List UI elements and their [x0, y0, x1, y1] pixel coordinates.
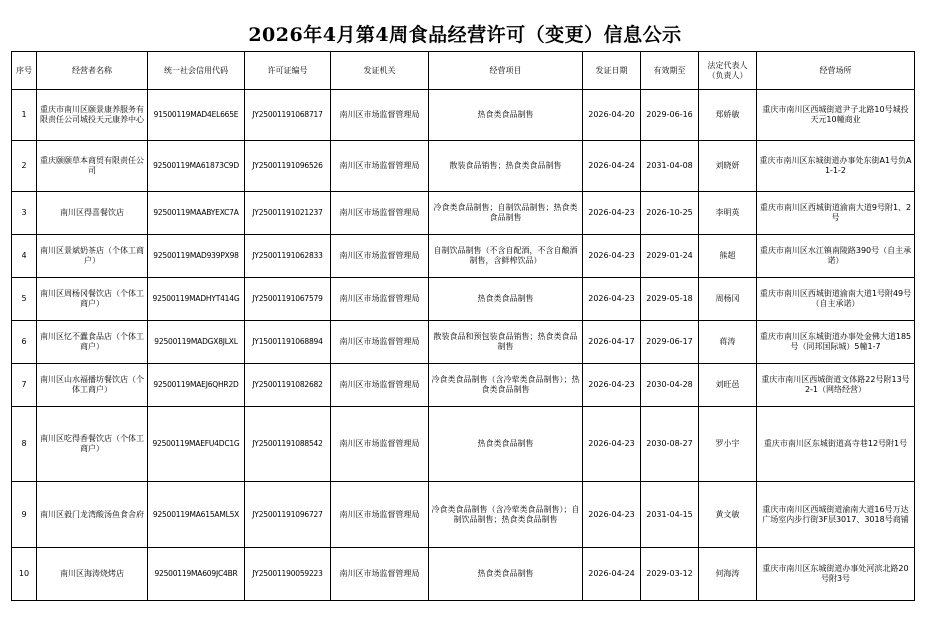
cell-license-no: JY25001191088542 [245, 407, 331, 482]
header-items: 经营项目 [429, 52, 583, 90]
cell-items: 热食类食品制售 [429, 90, 583, 141]
cell-credit-code: 92500119MAEFU4DC1G [148, 407, 245, 482]
cell-license-no: JY15001191068894 [245, 321, 331, 364]
cell-license-no: JY25001190059223 [245, 548, 331, 601]
header-license-no: 许可证编号 [245, 52, 331, 90]
cell-no: 2 [12, 141, 37, 192]
table-row [12, 407, 915, 482]
cell-no: 8 [12, 407, 37, 482]
cell-representative: 郑娇敏 [699, 90, 757, 141]
table-row [12, 548, 915, 601]
cell-premises: 重庆市南川区西城街道渝南大道16号万达广场室内步行街3F层3017、3018号商铺 [757, 482, 915, 548]
cell-representative: 刘晓妍 [699, 141, 757, 192]
cell-valid-until: 2029-05-18 [641, 278, 699, 321]
cell-representative: 黄文敏 [699, 482, 757, 548]
table-row [12, 482, 915, 548]
header-valid-until: 有效期至 [641, 52, 699, 90]
cell-authority: 南川区市场监督管理局 [331, 90, 429, 141]
cell-issue-date: 2026-04-24 [583, 141, 641, 192]
cell-items: 热食类食品制售 [429, 548, 583, 601]
license-table [11, 51, 915, 601]
cell-items: 冷食类食品制售（含冷荤类食品制售）；热食类食品制售 [429, 364, 583, 407]
cell-premises: 重庆市南川区西城街道渝南大道1号附49号（自主承诺） [757, 278, 915, 321]
cell-items: 散装食品销售；热食类食品制售 [429, 141, 583, 192]
header-premises: 经营场所 [757, 52, 915, 90]
cell-no: 10 [12, 548, 37, 601]
cell-license-no: JY25001191062833 [245, 235, 331, 278]
cell-authority: 南川区市场监督管理局 [331, 278, 429, 321]
cell-no: 3 [12, 192, 37, 235]
cell-name: 南川区周杨冈餐饮店（个体工商户） [37, 278, 148, 321]
cell-items: 冷食类食品制售；自制饮品制售；热食类食品制售 [429, 192, 583, 235]
header-name: 经营者名称 [37, 52, 148, 90]
cell-valid-until: 2026-10-25 [641, 192, 699, 235]
cell-valid-until: 2029-01-24 [641, 235, 699, 278]
cell-valid-until: 2029-03-12 [641, 548, 699, 601]
cell-name: 南川区忆不蠹食品店（个体工商户） [37, 321, 148, 364]
cell-issue-date: 2026-04-23 [583, 278, 641, 321]
cell-name: 南川区毅门龙湾酸汤鱼食舍府 [37, 482, 148, 548]
cell-premises: 重庆市南川区西城街道渝南大道9号附1、2号 [757, 192, 915, 235]
header-no: 序号 [12, 52, 37, 90]
cell-representative: 李明英 [699, 192, 757, 235]
cell-credit-code: 92500119MAD939PX98 [148, 235, 245, 278]
cell-issue-date: 2026-04-24 [583, 548, 641, 601]
cell-premises: 重庆市南川区西城街道文体路22号附13号2-1（网络经营） [757, 364, 915, 407]
table-row [12, 321, 915, 364]
table-header-row [12, 52, 915, 90]
cell-license-no: JY25001191096727 [245, 482, 331, 548]
cell-representative: 熊超 [699, 235, 757, 278]
cell-issue-date: 2026-04-23 [583, 482, 641, 548]
cell-valid-until: 2031-04-15 [641, 482, 699, 548]
cell-no: 5 [12, 278, 37, 321]
cell-authority: 南川区市场监督管理局 [331, 235, 429, 278]
cell-no: 4 [12, 235, 37, 278]
cell-representative: 蒋涛 [699, 321, 757, 364]
cell-no: 7 [12, 364, 37, 407]
cell-authority: 南川区市场监督管理局 [331, 321, 429, 364]
cell-premises: 重庆市南川区东城街道办事处东街A1号负A1-1-2 [757, 141, 915, 192]
cell-license-no: JY25001191068717 [245, 90, 331, 141]
cell-license-no: JY25001191021237 [245, 192, 331, 235]
header-credit-code: 统一社会信用代码 [148, 52, 245, 90]
cell-representative: 刘旺邑 [699, 364, 757, 407]
cell-issue-date: 2026-04-17 [583, 321, 641, 364]
cell-issue-date: 2026-04-23 [583, 407, 641, 482]
cell-authority: 南川区市场监督管理局 [331, 548, 429, 601]
cell-no: 9 [12, 482, 37, 548]
table-row [12, 90, 915, 141]
cell-items: 自制饮品制售（不含自配酒，不含自酿酒制售，含鲜榨饮品） [429, 235, 583, 278]
cell-authority: 南川区市场监督管理局 [331, 192, 429, 235]
table-row [12, 141, 915, 192]
cell-name: 南川区得喜餐饮店 [37, 192, 148, 235]
cell-credit-code: 92500119MADHYT414G [148, 278, 245, 321]
header-representative: 法定代表人（负责人） [699, 52, 757, 90]
table-row [12, 364, 915, 407]
cell-issue-date: 2026-04-20 [583, 90, 641, 141]
cell-valid-until: 2030-08-27 [641, 407, 699, 482]
cell-credit-code: 92500119MAABYEXC7A [148, 192, 245, 235]
cell-credit-code: 92500119MADGX8JLXL [148, 321, 245, 364]
cell-credit-code: 92500119MA609JC4BR [148, 548, 245, 601]
cell-items: 热食类食品制售 [429, 278, 583, 321]
cell-no: 6 [12, 321, 37, 364]
cell-items: 冷食类食品制售（含冷荤类食品制售）；自制饮品制售；热食类食品制售 [429, 482, 583, 548]
cell-license-no: JY25001191096526 [245, 141, 331, 192]
cell-premises: 重庆市南川区东城街道办事处河滨北路20号附3号 [757, 548, 915, 601]
cell-valid-until: 2029-06-16 [641, 90, 699, 141]
cell-premises: 重庆市南川区东城街道办事处金佛大道185号（同邦国际城）5幢1-7 [757, 321, 915, 364]
cell-authority: 南川区市场监督管理局 [331, 482, 429, 548]
cell-representative: 周杨冈 [699, 278, 757, 321]
header-issue-date: 发证日期 [583, 52, 641, 90]
cell-name: 南川区吃得香餐饮店（个体工商户） [37, 407, 148, 482]
cell-name: 南川区山水福播坊餐饮店（个体工商户） [37, 364, 148, 407]
cell-name: 重庆颐颐草本商贸有限责任公司 [37, 141, 148, 192]
cell-issue-date: 2026-04-23 [583, 364, 641, 407]
cell-authority: 南川区市场监督管理局 [331, 141, 429, 192]
cell-name: 重庆市南川区颐景康养服务有限责任公司城投天元康养中心 [37, 90, 148, 141]
cell-premises: 重庆市南川区西城街道尹子北路10号城投天元10幢商业 [757, 90, 915, 141]
cell-premises: 重庆市南川区东城街道高寺巷12号附1号 [757, 407, 915, 482]
cell-name: 南川区景斌奶茶店（个体工商户） [37, 235, 148, 278]
table-row [12, 278, 915, 321]
cell-valid-until: 2030-04-28 [641, 364, 699, 407]
cell-premises: 重庆市南川区水江镇南陵路390号（自主承诺） [757, 235, 915, 278]
cell-issue-date: 2026-04-23 [583, 192, 641, 235]
cell-issue-date: 2026-04-23 [583, 235, 641, 278]
cell-items: 散装食品和预包装食品销售；热食类食品制售 [429, 321, 583, 364]
header-authority: 发证机关 [331, 52, 429, 90]
table-row [12, 192, 915, 235]
cell-name: 南川区海涛烧烤店 [37, 548, 148, 601]
cell-credit-code: 92500119MA615AML5X [148, 482, 245, 548]
cell-license-no: JY25001191082682 [245, 364, 331, 407]
cell-items: 热食类食品制售 [429, 407, 583, 482]
cell-credit-code: 92500119MA61873C9D [148, 141, 245, 192]
cell-license-no: JY25001191067579 [245, 278, 331, 321]
cell-representative: 罗小宇 [699, 407, 757, 482]
page-title: 2026年4月第4周食品经营许可（变更）信息公示 [248, 24, 682, 46]
cell-credit-code: 91500119MAD4EL665E [148, 90, 245, 141]
cell-credit-code: 92500119MAEJ6QHR2D [148, 364, 245, 407]
cell-representative: 何海涛 [699, 548, 757, 601]
cell-no: 1 [12, 90, 37, 141]
cell-authority: 南川区市场监督管理局 [331, 364, 429, 407]
cell-authority: 南川区市场监督管理局 [331, 407, 429, 482]
cell-valid-until: 2031-04-08 [641, 141, 699, 192]
cell-valid-until: 2029-06-17 [641, 321, 699, 364]
table-row [12, 235, 915, 278]
